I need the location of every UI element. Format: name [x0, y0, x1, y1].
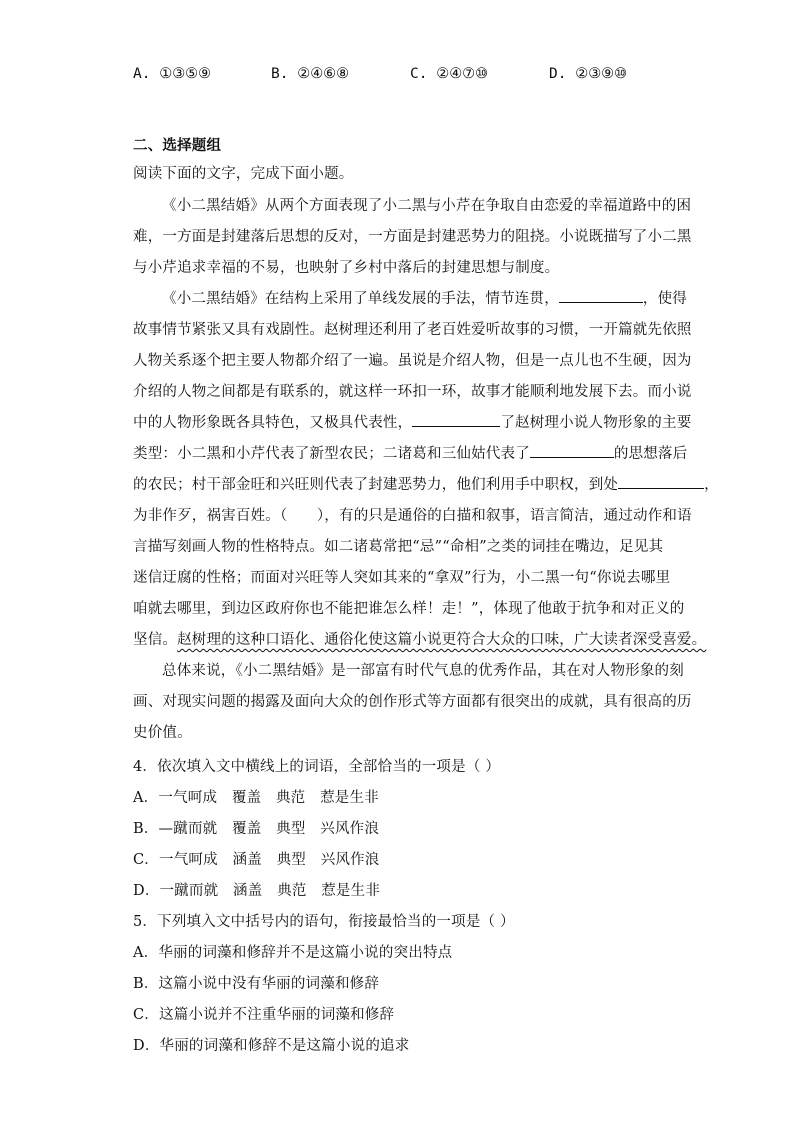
text-segment: ，: [704, 477, 719, 493]
text-segment: 的农民；村干部金旺和兴旺则代表了封建恶势力，他们利用手中职权，到处: [133, 477, 619, 493]
text-segment: 坚信。: [133, 632, 178, 648]
prev-option-c: C. ②④⑦⑩: [410, 66, 489, 82]
passage-p2-line5: [133, 411, 691, 432]
passage-p2-line7: [133, 473, 719, 494]
passage-p2-line11: 咱就去哪里，到边区政府你也不能把谁怎么样！走！”，体现了他敢于抗争和对正义的: [133, 601, 685, 617]
q4-option-b[interactable]: B．—蹴而就 覆盖 典型 兴风作浪: [133, 821, 380, 837]
passage-p3-line3: 史价值。: [133, 725, 192, 741]
text-segment: 《小二黑结婚》在结构上采用了单线发展的手法，情节连贯，: [162, 291, 559, 307]
passage-p2-line8: 为非作歹，祸害百姓。（ ），有的只是通俗的白描和叙事，语言简洁，通过动作和语: [133, 508, 692, 524]
passage-p2-line3: 人物关系逐个把主要人物都介绍了一遍。虽说是介绍人物，但是一点儿也不生硬，因为: [133, 353, 692, 369]
passage-p2-line10: 迷信迂腐的性格；而面对兴旺等人突如其来的“拿双”行为，小二黑一句“你说去哪里: [133, 570, 671, 586]
text-segment: 了赵树理小说人物形象的主要: [500, 415, 692, 431]
blank-1: [559, 288, 643, 303]
q5-option-d[interactable]: D．华丽的词藻和修辞不是这篇小说的追求: [133, 1038, 410, 1054]
q5-option-b[interactable]: B．这篇小说中没有华丽的词藻和修辞: [133, 976, 380, 992]
text-segment: 类型：小二黑和小芹代表了新型农民；二诸葛和三仙姑代表了: [133, 446, 530, 462]
passage-p2-line2: 故事情节紧张又具有戏剧性。赵树理还利用了老百姓爱听故事的习惯，一开篇就先依照: [133, 322, 692, 338]
text-segment: 中的人物形象既各具特色，又极具代表性，: [133, 415, 413, 431]
passage-p2-line12: [133, 628, 706, 649]
q5-option-c[interactable]: C．这篇小说并不注重华丽的词藻和修辞: [133, 1007, 395, 1023]
prev-option-b: B. ②④⑥⑧: [271, 66, 350, 82]
prev-option-d: D. ②③⑨⑩: [549, 66, 628, 82]
passage-p3-line2: 画、对现实问题的揭露及面向大众的创作形式等方面都有很突出的成就，具有很高的历: [133, 694, 692, 710]
passage-p2-line9: 言描写刻画人物的性格特点。如二诸葛常把“忌”“命相”之类的词挂在嘴边，足见其: [133, 539, 664, 555]
q4-stem: 4．依次填入文中横线上的词语，全部恰当的一项是（ ）: [133, 759, 501, 775]
section-instruction: 阅读下面的文字，完成下面小题。: [133, 166, 354, 182]
q5-stem: 5．下列填入文中括号内的语句，衔接最恰当的一项是（ ）: [133, 914, 515, 930]
blank-4: [618, 474, 704, 489]
passage-p3-line1: 总体来说，《小二黑结婚》是一部富有时代气息的优秀作品，其在对人物形象的刻: [162, 663, 684, 679]
passage-p2-line6: [133, 442, 687, 463]
passage-p2-line4: 介绍的人物之间都是有联系的，就这样一环扣一环，故事才能顺利地发展下去。而小说: [133, 384, 692, 400]
prev-option-a: A. ①③⑤⑨: [133, 66, 212, 82]
q4-option-c[interactable]: C．一气呵成 涵盖 典型 兴风作浪: [133, 852, 380, 868]
q4-option-d[interactable]: D．一蹴而就 涵盖 典范 惹是生非: [133, 883, 381, 899]
passage-p2-line1: [162, 287, 687, 308]
text-segment: ，使得: [642, 291, 688, 307]
passage-p1-line2: 难，一方面是封建落后思想的反对，一方面是封建恶势力的阻挠。小说既描写了小二黑: [133, 229, 692, 245]
q5-option-a[interactable]: A．华丽的词藻和修辞并不是这篇小说的突出特点: [133, 945, 453, 961]
blank-2: [412, 412, 500, 427]
text-segment: 的思想落后: [613, 446, 688, 462]
passage-p1-line3: 与小芹追求幸福的不易，也映射了乡村中落后的封建思想与制度。: [133, 260, 560, 276]
wavy-underlined-sentence: 赵树理的这种口语化、通俗化使这篇小说更符合大众的口味，广大读者深受喜爱。: [177, 632, 707, 648]
blank-3: [530, 443, 614, 458]
passage-p1-line1: 《小二黑结婚》从两个方面表现了小二黑与小芹在争取自由恋爱的幸福道路中的困: [162, 198, 692, 214]
q4-option-a[interactable]: A．一气呵成 覆盖 典范 惹是生非: [133, 790, 379, 806]
section-heading: 二、选择题组: [133, 138, 222, 154]
